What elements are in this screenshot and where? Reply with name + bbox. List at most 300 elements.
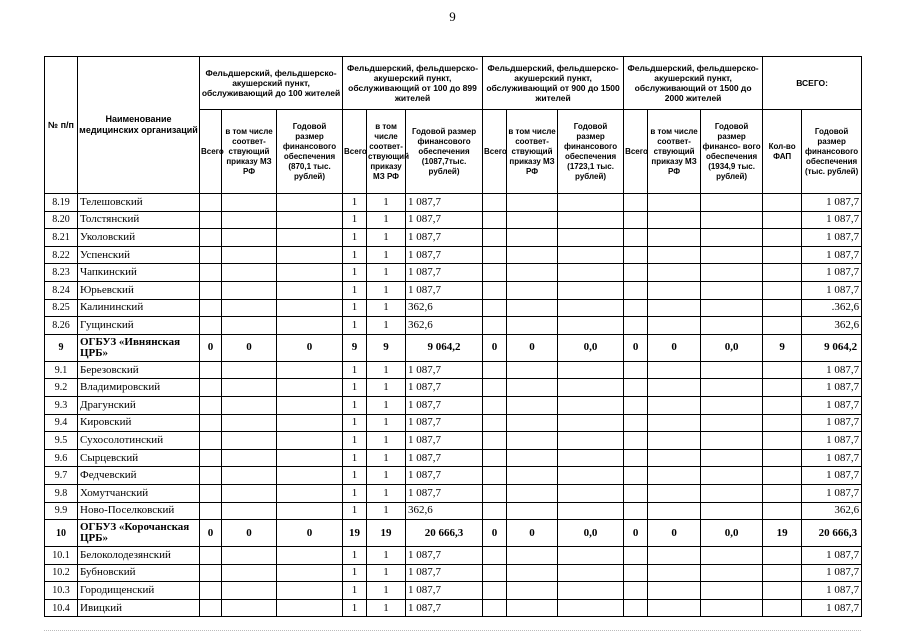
cell xyxy=(483,281,507,299)
cell xyxy=(648,281,701,299)
cell xyxy=(624,449,648,467)
table-header xyxy=(45,57,862,194)
cell xyxy=(483,299,507,317)
cell: 1 xyxy=(343,467,367,485)
cell: 19 xyxy=(343,520,367,547)
cell xyxy=(200,246,222,264)
cell: 9 064,2 xyxy=(406,334,483,361)
table-row xyxy=(45,564,862,582)
cell: 1 xyxy=(367,432,406,450)
table-row xyxy=(45,484,862,502)
cell xyxy=(624,414,648,432)
cell xyxy=(648,582,701,600)
cell: 1 xyxy=(343,564,367,582)
organization-name: Кировский xyxy=(78,414,200,432)
cell: 1 087,7 xyxy=(406,582,483,600)
cell xyxy=(763,229,802,247)
cell xyxy=(483,432,507,450)
cell xyxy=(200,449,222,467)
cell xyxy=(624,211,648,229)
cell: 0 xyxy=(507,334,558,361)
organization-name: Федчевский xyxy=(78,467,200,485)
cell xyxy=(624,246,648,264)
cell xyxy=(277,264,343,282)
organization-name: Бубновский xyxy=(78,564,200,582)
cell: 1 xyxy=(367,502,406,520)
cell xyxy=(701,599,763,617)
cell xyxy=(507,299,558,317)
cell xyxy=(648,396,701,414)
cell xyxy=(277,547,343,565)
organization-name: Драгунский xyxy=(78,396,200,414)
cell xyxy=(648,299,701,317)
cell: 1 087,7 xyxy=(406,211,483,229)
cell xyxy=(483,264,507,282)
cell xyxy=(648,564,701,582)
cell xyxy=(624,432,648,450)
cell xyxy=(701,361,763,379)
cell xyxy=(222,211,277,229)
table-row xyxy=(45,246,862,264)
row-number: 10.2 xyxy=(45,564,78,582)
cell: 1 xyxy=(367,414,406,432)
cell: 1 xyxy=(343,414,367,432)
cell xyxy=(648,449,701,467)
organization-name: Владимировский xyxy=(78,379,200,397)
header-group-up-to-100: Фельдшерский, фельдшерско-акушерский пункт, обслуживающий до 100 жителей xyxy=(200,57,343,110)
cell: 0 xyxy=(277,334,343,361)
cell xyxy=(277,194,343,212)
row-number: 10.4 xyxy=(45,599,78,617)
cell xyxy=(277,564,343,582)
cell xyxy=(277,432,343,450)
cell xyxy=(763,246,802,264)
organization-name: Телешовский xyxy=(78,194,200,212)
organization-name: Ивицкий xyxy=(78,599,200,617)
cell xyxy=(200,281,222,299)
row-total: 1 087,7 xyxy=(802,564,862,582)
row-number: 10 xyxy=(45,520,78,547)
cell xyxy=(483,599,507,617)
cell: 1 xyxy=(367,599,406,617)
row-total: 1 087,7 xyxy=(802,229,862,247)
cell xyxy=(277,582,343,600)
cell xyxy=(701,194,763,212)
header-group-100-899: Фельдшерский, фельдшерско-акушерский пункт, обслуживающий от 100 до 899 жителей xyxy=(343,57,483,110)
cell xyxy=(483,502,507,520)
header-sub-funding-1500: Годовой размер финансового обеспечения (1723,1 тыс. рублей) xyxy=(558,110,624,194)
row-number: 9.3 xyxy=(45,396,78,414)
cell: 20 666,3 xyxy=(406,520,483,547)
cell: 1 087,7 xyxy=(406,281,483,299)
cell xyxy=(507,281,558,299)
cell xyxy=(200,229,222,247)
row-total: 1 087,7 xyxy=(802,414,862,432)
cell xyxy=(558,484,624,502)
header-sub-total-2000: Всего xyxy=(624,110,648,194)
header-sub-funding-100: Годовой размер финансового обеспечения (870,1 тыс. рублей) xyxy=(277,110,343,194)
cell xyxy=(507,484,558,502)
cell: 1 087,7 xyxy=(406,229,483,247)
cell xyxy=(558,449,624,467)
cell: 1 xyxy=(343,281,367,299)
cell xyxy=(222,414,277,432)
cell xyxy=(200,264,222,282)
header-sub-order-899: в том числе соответ- ствующий приказу МЗ РФ xyxy=(367,110,406,194)
row-number: 8.25 xyxy=(45,299,78,317)
cell xyxy=(624,547,648,565)
row-number: 8.23 xyxy=(45,264,78,282)
cell xyxy=(200,502,222,520)
organization-name: Белоколодезянский xyxy=(78,547,200,565)
cell xyxy=(507,194,558,212)
organization-name: Калининский xyxy=(78,299,200,317)
row-total: 1 087,7 xyxy=(802,599,862,617)
row-total: 1 087,7 xyxy=(802,396,862,414)
cell xyxy=(200,432,222,450)
cell: 1 xyxy=(343,582,367,600)
organization-name: Березовский xyxy=(78,361,200,379)
cell: 0 xyxy=(277,520,343,547)
cell xyxy=(701,484,763,502)
cell xyxy=(507,229,558,247)
cell xyxy=(277,379,343,397)
cell xyxy=(222,361,277,379)
header-sub-order-2000: в том числе соответ- ствующий приказу МЗ РФ xyxy=(648,110,701,194)
row-total: 1 087,7 xyxy=(802,361,862,379)
cell xyxy=(648,211,701,229)
cell xyxy=(483,414,507,432)
cell xyxy=(624,361,648,379)
cell xyxy=(701,317,763,335)
cell xyxy=(648,547,701,565)
row-number: 10.1 xyxy=(45,547,78,565)
cell xyxy=(763,484,802,502)
row-number: 8.26 xyxy=(45,317,78,335)
cell: 1 xyxy=(343,502,367,520)
cell xyxy=(701,379,763,397)
cell xyxy=(200,599,222,617)
cell xyxy=(624,467,648,485)
row-number: 9.6 xyxy=(45,449,78,467)
table-body xyxy=(45,194,862,617)
organization-name: ОГБУЗ «Ивнянская ЦРБ» xyxy=(78,334,200,361)
cell xyxy=(222,246,277,264)
row-total: 1 087,7 xyxy=(802,467,862,485)
cell xyxy=(222,299,277,317)
cell xyxy=(763,194,802,212)
cell: 0 xyxy=(483,520,507,547)
cell xyxy=(624,264,648,282)
organization-name: Толстянский xyxy=(78,211,200,229)
cell: 1 087,7 xyxy=(406,264,483,282)
cell xyxy=(200,379,222,397)
row-total: 1 087,7 xyxy=(802,246,862,264)
cell: 0,0 xyxy=(558,334,624,361)
cell xyxy=(222,449,277,467)
cell xyxy=(558,194,624,212)
cell xyxy=(200,582,222,600)
cell xyxy=(558,281,624,299)
cell: 1 087,7 xyxy=(406,396,483,414)
cell xyxy=(763,299,802,317)
cell: 1 087,7 xyxy=(406,564,483,582)
cell: 9 xyxy=(367,334,406,361)
cell xyxy=(701,229,763,247)
cell xyxy=(701,264,763,282)
organization-name: Успенский xyxy=(78,246,200,264)
table-row xyxy=(45,547,862,565)
cell xyxy=(701,414,763,432)
cell xyxy=(483,547,507,565)
cell: 1 087,7 xyxy=(406,246,483,264)
cell xyxy=(277,449,343,467)
cell xyxy=(558,599,624,617)
cell xyxy=(507,582,558,600)
cell: 0,0 xyxy=(701,520,763,547)
table-row xyxy=(45,467,862,485)
cell xyxy=(507,502,558,520)
cell xyxy=(648,599,701,617)
cell xyxy=(558,564,624,582)
table-row xyxy=(45,379,862,397)
row-number: 9.8 xyxy=(45,484,78,502)
table-row xyxy=(45,194,862,212)
cell xyxy=(763,582,802,600)
page-number: 9 xyxy=(449,9,456,24)
organization-name: Гущинский xyxy=(78,317,200,335)
organization-name: Уколовский xyxy=(78,229,200,247)
cell: 1 xyxy=(367,484,406,502)
header-group-total: ВСЕГО: xyxy=(763,57,862,110)
cell xyxy=(277,599,343,617)
table-row xyxy=(45,264,862,282)
row-total: 362,6 xyxy=(802,502,862,520)
cell: 19 xyxy=(763,520,802,547)
row-number: 8.22 xyxy=(45,246,78,264)
cell xyxy=(763,211,802,229)
cell: 1 xyxy=(343,599,367,617)
cell xyxy=(624,582,648,600)
cell xyxy=(222,484,277,502)
cell: 1 xyxy=(367,547,406,565)
cell xyxy=(763,502,802,520)
cell: 1 xyxy=(343,396,367,414)
row-total: 362,6 xyxy=(802,317,862,335)
row-number: 9.2 xyxy=(45,379,78,397)
cell xyxy=(701,467,763,485)
row-number: 9 xyxy=(45,334,78,361)
cell: 1 xyxy=(367,449,406,467)
page-bottom-edge xyxy=(44,630,861,631)
organization-name: Хомутчанский xyxy=(78,484,200,502)
cell xyxy=(701,582,763,600)
cell: 1 xyxy=(343,299,367,317)
row-total: 1 087,7 xyxy=(802,281,862,299)
cell xyxy=(277,211,343,229)
cell xyxy=(558,379,624,397)
cell: 1 087,7 xyxy=(406,467,483,485)
cell: 1 087,7 xyxy=(406,484,483,502)
cell xyxy=(701,211,763,229)
cell xyxy=(483,194,507,212)
row-number: 8.20 xyxy=(45,211,78,229)
row-number: 9.9 xyxy=(45,502,78,520)
cell xyxy=(483,449,507,467)
cell xyxy=(200,396,222,414)
organization-name: Сухосолотинский xyxy=(78,432,200,450)
cell xyxy=(200,467,222,485)
cell: 1 xyxy=(343,432,367,450)
cell xyxy=(558,432,624,450)
header-num: № п/п xyxy=(45,57,78,194)
cell: 1 087,7 xyxy=(406,379,483,397)
table-row xyxy=(45,414,862,432)
cell xyxy=(624,396,648,414)
cell xyxy=(558,361,624,379)
cell: 0,0 xyxy=(558,520,624,547)
cell xyxy=(277,281,343,299)
cell xyxy=(507,264,558,282)
cell: 1 xyxy=(367,467,406,485)
cell xyxy=(200,299,222,317)
cell xyxy=(648,502,701,520)
cell: 0 xyxy=(624,334,648,361)
row-total: 1 087,7 xyxy=(802,211,862,229)
cell xyxy=(763,379,802,397)
cell xyxy=(200,317,222,335)
cell xyxy=(701,449,763,467)
cell: 1 xyxy=(343,246,367,264)
table-row xyxy=(45,361,862,379)
header-group-900-1500: Фельдшерский, фельдшерско-акушерский пункт, обслуживающий от 900 до 1500 жителей xyxy=(483,57,624,110)
cell xyxy=(483,246,507,264)
table-row xyxy=(45,299,862,317)
cell: 0 xyxy=(507,520,558,547)
row-number: 9.7 xyxy=(45,467,78,485)
cell xyxy=(200,484,222,502)
cell xyxy=(624,229,648,247)
cell xyxy=(701,281,763,299)
cell xyxy=(222,547,277,565)
cell: 1 xyxy=(343,449,367,467)
row-number: 10.3 xyxy=(45,582,78,600)
cell xyxy=(648,317,701,335)
cell: 1 087,7 xyxy=(406,547,483,565)
cell xyxy=(222,194,277,212)
cell xyxy=(701,564,763,582)
cell xyxy=(648,361,701,379)
cell: 0 xyxy=(624,520,648,547)
cell: 9 xyxy=(343,334,367,361)
cell: 1 087,7 xyxy=(406,194,483,212)
header-sub-order-100: в том числе соответ- ствующий приказу МЗ РФ xyxy=(222,110,277,194)
cell xyxy=(701,246,763,264)
cell xyxy=(558,317,624,335)
header-sub-total-1500: Всего xyxy=(483,110,507,194)
funding-table xyxy=(44,56,862,617)
cell xyxy=(277,317,343,335)
table-row xyxy=(45,211,862,229)
cell: 1 xyxy=(367,361,406,379)
cell xyxy=(222,599,277,617)
cell xyxy=(507,432,558,450)
cell: 0 xyxy=(648,520,701,547)
cell xyxy=(558,396,624,414)
header-sub-order-1500: в том числе соответ- ствующий приказу МЗ РФ xyxy=(507,110,558,194)
cell: 1 xyxy=(367,379,406,397)
cell: 1 xyxy=(343,379,367,397)
cell xyxy=(483,211,507,229)
cell xyxy=(483,564,507,582)
cell xyxy=(763,467,802,485)
cell xyxy=(483,582,507,600)
cell xyxy=(624,564,648,582)
cell xyxy=(624,281,648,299)
cell xyxy=(277,299,343,317)
cell: 1 087,7 xyxy=(406,414,483,432)
organization-name: Сырцевский xyxy=(78,449,200,467)
row-number: 9.4 xyxy=(45,414,78,432)
cell xyxy=(483,229,507,247)
cell xyxy=(200,547,222,565)
cell xyxy=(763,281,802,299)
cell xyxy=(277,502,343,520)
cell: 362,6 xyxy=(406,317,483,335)
row-total: 1 087,7 xyxy=(802,449,862,467)
cell: 1 087,7 xyxy=(406,449,483,467)
header-group-1500-2000: Фельдшерский, фельдшерско-акушерский пункт, обслуживающий от 1500 до 2000 жителей xyxy=(624,57,763,110)
cell: 0 xyxy=(222,334,277,361)
cell xyxy=(483,396,507,414)
cell xyxy=(558,467,624,485)
cell: 1 xyxy=(367,229,406,247)
cell: 0 xyxy=(483,334,507,361)
cell xyxy=(222,281,277,299)
cell xyxy=(507,547,558,565)
cell: 0 xyxy=(648,334,701,361)
cell xyxy=(701,547,763,565)
cell: 1 xyxy=(367,246,406,264)
cell xyxy=(624,194,648,212)
cell xyxy=(507,246,558,264)
row-total: 9 064,2 xyxy=(802,334,862,361)
table-row xyxy=(45,449,862,467)
cell xyxy=(200,194,222,212)
cell xyxy=(483,361,507,379)
cell xyxy=(277,396,343,414)
cell xyxy=(701,432,763,450)
cell xyxy=(648,484,701,502)
row-total: 1 087,7 xyxy=(802,582,862,600)
cell xyxy=(648,379,701,397)
cell xyxy=(701,299,763,317)
cell xyxy=(648,194,701,212)
cell: 1 xyxy=(367,299,406,317)
cell xyxy=(200,564,222,582)
cell xyxy=(558,582,624,600)
cell xyxy=(763,564,802,582)
cell xyxy=(277,361,343,379)
cell: 362,6 xyxy=(406,502,483,520)
cell xyxy=(483,379,507,397)
cell xyxy=(558,264,624,282)
row-total: .362,6 xyxy=(802,299,862,317)
cell xyxy=(763,449,802,467)
cell xyxy=(277,467,343,485)
cell: 1 xyxy=(343,317,367,335)
table-row-organization xyxy=(45,520,862,547)
